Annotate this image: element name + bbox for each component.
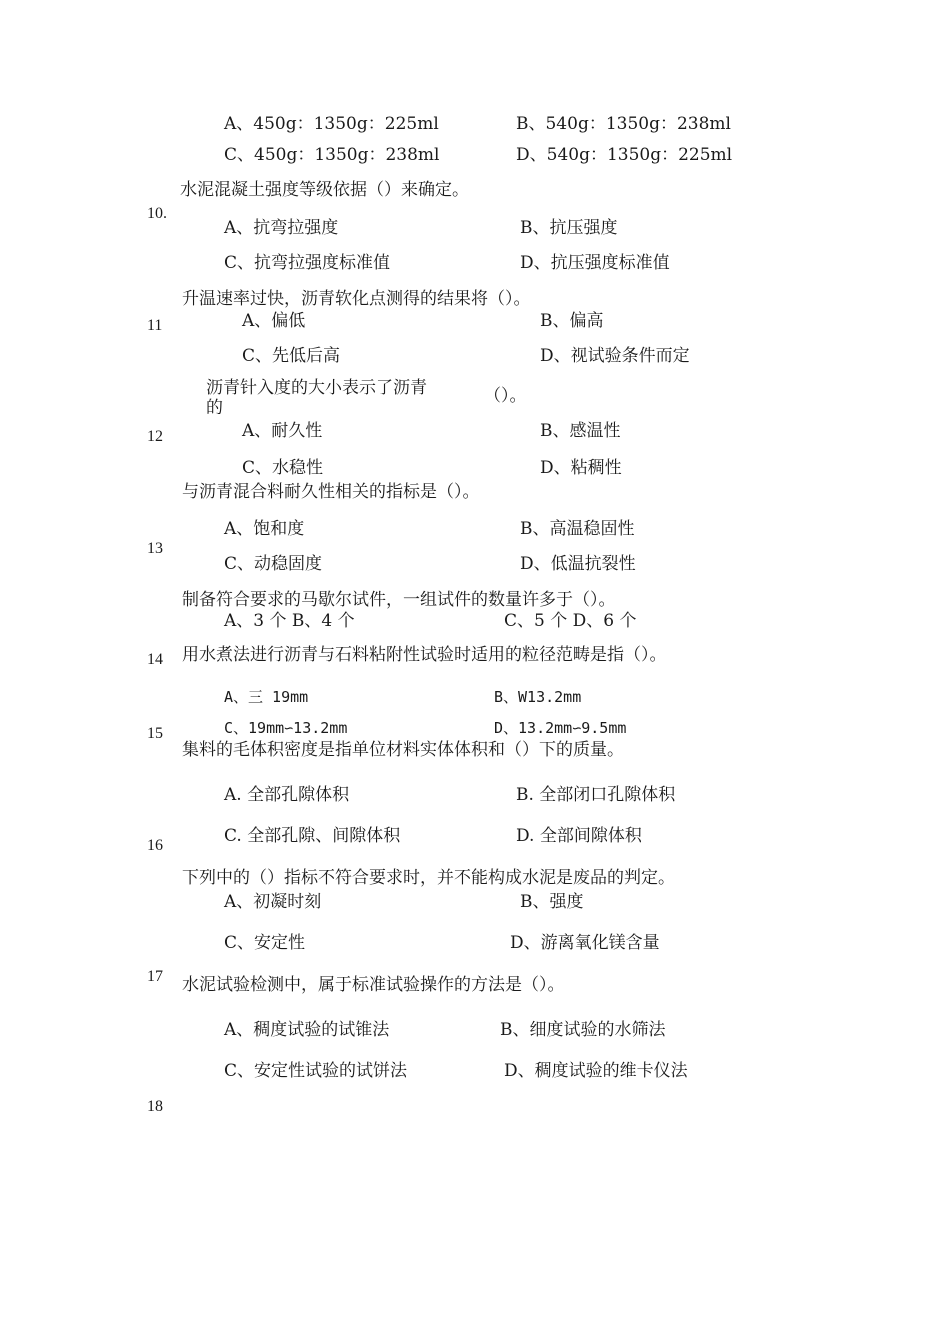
q15-option-c: C、19mm∽13.2mm [224,719,348,737]
q10-option-a: A、抗弯拉强度 [224,218,339,238]
q10-option-b: B、抗压强度 [520,218,618,238]
q17-option-a: A、初凝时刻 [224,892,322,912]
q18-option-a: A、稠度试验的试锥法 [224,1020,390,1040]
q13-option-c: C、动稳固度 [224,554,323,574]
q18-option-d: D、稠度试验的维卡仪法 [504,1061,688,1081]
q10-number: 10. [147,205,167,222]
q16-option-a: A. 全部孔隙体积 [224,785,350,805]
q11-option-d: D、视试验条件而定 [540,346,690,366]
q15-number: 15 [147,725,163,742]
q12-number: 12 [147,428,163,445]
q17-number: 17 [147,968,163,985]
q12-stem-line1: 沥青针入度的大小表示了沥青 [206,378,427,398]
q15-stem: 用水煮法进行沥青与石料粘附性试验时适用的粒径范畴是指（）。 [182,645,667,665]
q11-option-c: C、先低后高 [242,346,341,366]
q18-option-b: B、细度试验的水筛法 [500,1020,666,1040]
q12-stem-line2: 的 [206,398,223,414]
q12-option-b: B、感温性 [540,421,621,441]
q16-number: 16 [147,837,163,854]
q10-stem: 水泥混凝土强度等级依据（）来确定。 [180,180,469,200]
q17-option-d: D、游离氧化镁含量 [510,933,660,953]
q15-option-d: D、13.2mm∽9.5mm [494,719,627,737]
q10-option-d: D、抗压强度标准值 [520,253,670,273]
q15-option-b: B、W13.2mm [494,688,582,706]
q13-option-a: A、饱和度 [224,519,305,539]
q11-option-b: B、偏高 [540,311,604,331]
q13-option-b: B、高温稳固性 [520,519,635,539]
q17-option-b: B、强度 [520,892,584,912]
q18-option-c: C、安定性试验的试饼法 [224,1061,408,1081]
q12-option-a: A、耐久性 [242,421,323,441]
q15-option-a: A、三 19mm [224,688,309,706]
q17-option-c: C、安定性 [224,933,306,953]
q12-option-c: C、水稳性 [242,458,324,478]
q9-option-c: C、450g：1350g：238ml [224,145,440,165]
q18-number: 18 [147,1098,163,1115]
q11-option-a: A、偏低 [242,311,306,331]
q16-stem: 集料的毛体积密度是指单位材料实体体积和（）下的质量。 [182,740,624,760]
q13-stem: 与沥青混合料耐久性相关的指标是（）。 [182,482,480,502]
q11-number: 11 [147,317,163,334]
q16-option-d: D. 全部间隙体积 [516,826,642,846]
q12-option-d: D、粘稠性 [540,458,622,478]
q12-stem-blank: （）。 [484,386,527,406]
q9-option-a: A、450g：1350g：225ml [224,114,439,134]
q17-stem: 下列中的（）指标不符合要求时，并不能构成水泥是废品的判定。 [182,868,675,888]
q16-option-b: B. 全部闭口孔隙体积 [516,785,676,805]
q9-option-b: B、540g：1350g：238ml [516,114,731,134]
q18-stem: 水泥试验检测中，属于标准试验操作的方法是（）。 [182,975,565,995]
q16-option-c: C. 全部孔隙、间隙体积 [224,826,401,846]
q9-option-d: D、540g：1350g：225ml [516,145,733,165]
q13-option-d: D、低温抗裂性 [520,554,636,574]
q14-number: 14 [147,651,163,668]
q13-number: 13 [147,540,163,557]
q10-option-c: C、抗弯拉强度标准值 [224,253,391,273]
q14-options-ab: A、3 个 B、4 个 [224,611,355,631]
q14-stem: 制备符合要求的马歇尔试件，一组试件的数量许多于（）。 [182,590,616,610]
q14-options-cd: C、5 个 D、6 个 [504,611,637,631]
q11-stem: 升温速率过快，沥青软化点测得的结果将（）。 [182,289,531,309]
